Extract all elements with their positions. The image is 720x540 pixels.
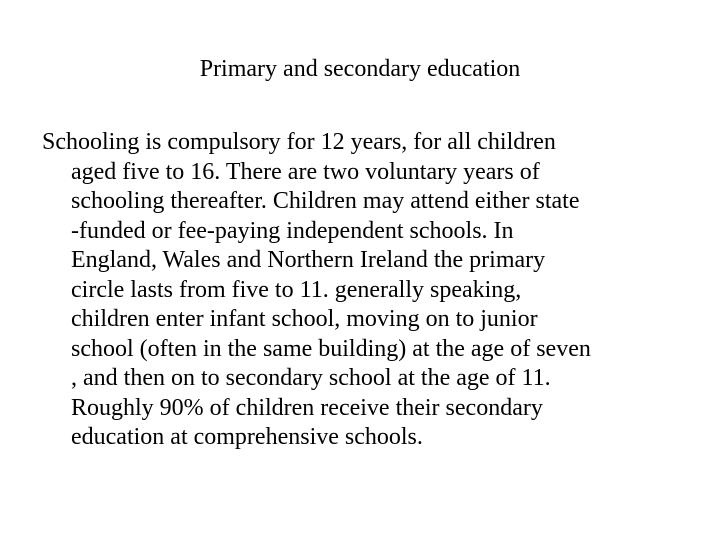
body-line: England, Wales and Northern Ireland the primary: [71, 247, 546, 273]
body-line: Roughly 90% of children receive their secondary: [71, 394, 543, 421]
body-paragraph: [42, 128, 682, 453]
body-line: aged five to 16. There are two voluntary years of: [71, 158, 540, 185]
slide-title: Primary and secondary education: [199, 56, 521, 82]
body-line: school (often in the same building) at the age of seven: [71, 335, 591, 362]
body-line: education at comprehensive schools.: [71, 424, 423, 450]
body-line: children enter infant school, moving on to junior: [71, 306, 538, 332]
body-line: , and then on to secondary school at the age of 11.: [71, 365, 551, 391]
body-line: Schooling is compulsory for 12 years, for all children: [42, 129, 556, 155]
body-line: circle lasts from five to 11. generally speaking,: [71, 276, 522, 303]
body-line: schooling thereafter. Children may attend either state: [71, 188, 580, 214]
body-line: -funded or fee-paying independent schools. In: [71, 217, 514, 244]
